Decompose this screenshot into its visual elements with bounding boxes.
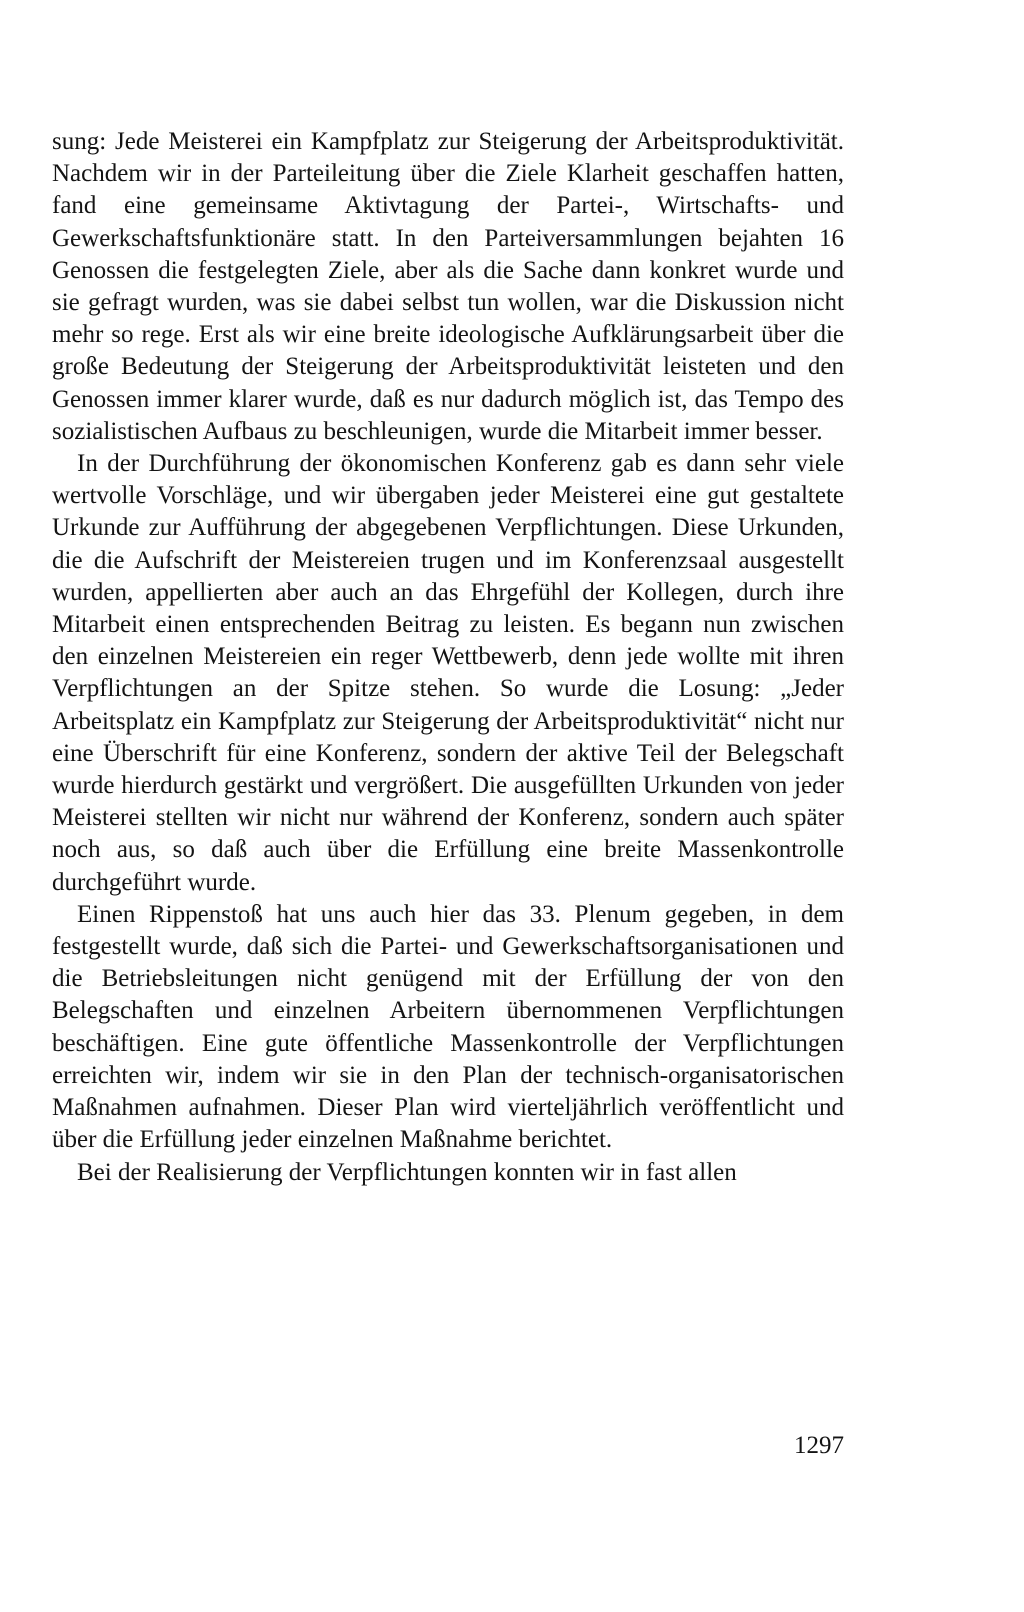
paragraph-1: sung: Jede Meisterei ein Kampfplatz zur Steigerung der Arbeitsproduktivität. Nachdem wir in der Parteileitung über die Ziele Klarheit geschaffen hatten, fand eine gemeinsame Aktivtagung der Partei-, Wirtschafts- und Gewerkschaftsfunktionäre statt. In den Parteiversammlungen bejahten 16 Genossen die festgelegten Ziele, aber als die Sache dann konkret wurde und sie gefragt wurden, was sie dabei selbst tun wollen, war die Diskussion nicht mehr so rege. Erst als wir eine breite ideologische Aufklärungsarbeit über die große Bedeutung der Steigerung der Arbeitsproduktivität leisteten und den Genossen immer klarer wurde, daß es nur dadurch möglich ist, das Tempo des sozialistischen Aufbaus zu beschleunigen, wurde die Mitarbeit immer besser. <box>52 128 844 445</box>
page-text <box>52 126 844 1189</box>
paragraph-3: Einen Rippenstoß hat uns auch hier das 33. Plenum gegeben, in dem festgestellt wurde, daß sich die Partei- und Gewerkschaftsorganisationen und die Betriebsleitungen nicht genügend mit der Erfüllung der von den Belegschaften und einzelnen Arbeitern übernommenen Verpflichtungen beschäftigen. Eine gute öffentliche Massenkontrolle der Verpflichtungen erreichten wir, indem wir sie in den Plan der technisch-organisatorischen Maßnahmen aufnahmen. Dieser Plan wird vierteljährlich veröffentlicht und über die Erfüllung jeder einzelnen Maßnahme berichtet. <box>52 900 844 1154</box>
page-number: 1297 <box>794 1432 844 1459</box>
paragraph-2: In der Durchführung der ökonomischen Konferenz gab es dann sehr viele wertvolle Vorschläge, und wir übergaben jeder Meisterei eine gut gestaltete Urkunde zur Aufführung der abgegebenen Verpflichtungen. Diese Urkunden, die die Aufschrift der Meistereien trugen und im Konferenzsaal ausgestellt wurden, appellierten aber auch an das Ehrgefühl der Kollegen, durch ihre Mitarbeit einen entsprechenden Beitrag zu leisten. Es begann nun zwischen den einzelnen Meistereien ein reger Wettbewerb, denn jede wollte mit ihren Verpflichtungen an der Spitze stehen. So wurde die Losung: „Jeder Arbeitsplatz ein Kampfplatz zur Steigerung der Arbeitsproduktivität“ nicht nur eine Überschrift für eine Konferenz, sondern der aktive Teil der Belegschaft wurde hierdurch gestärkt und vergrößert. Die ausgefüllten Urkunden von jeder Meisterei stellten wir nicht nur während der Konferenz, sondern auch später noch aus, so daß auch über die Erfüllung eine breite Massenkontrolle durchgeführt wurde. <box>52 450 844 896</box>
paragraph-4: Bei der Realisierung der Verpflichtungen konnten wir in fast allen <box>77 1158 737 1186</box>
